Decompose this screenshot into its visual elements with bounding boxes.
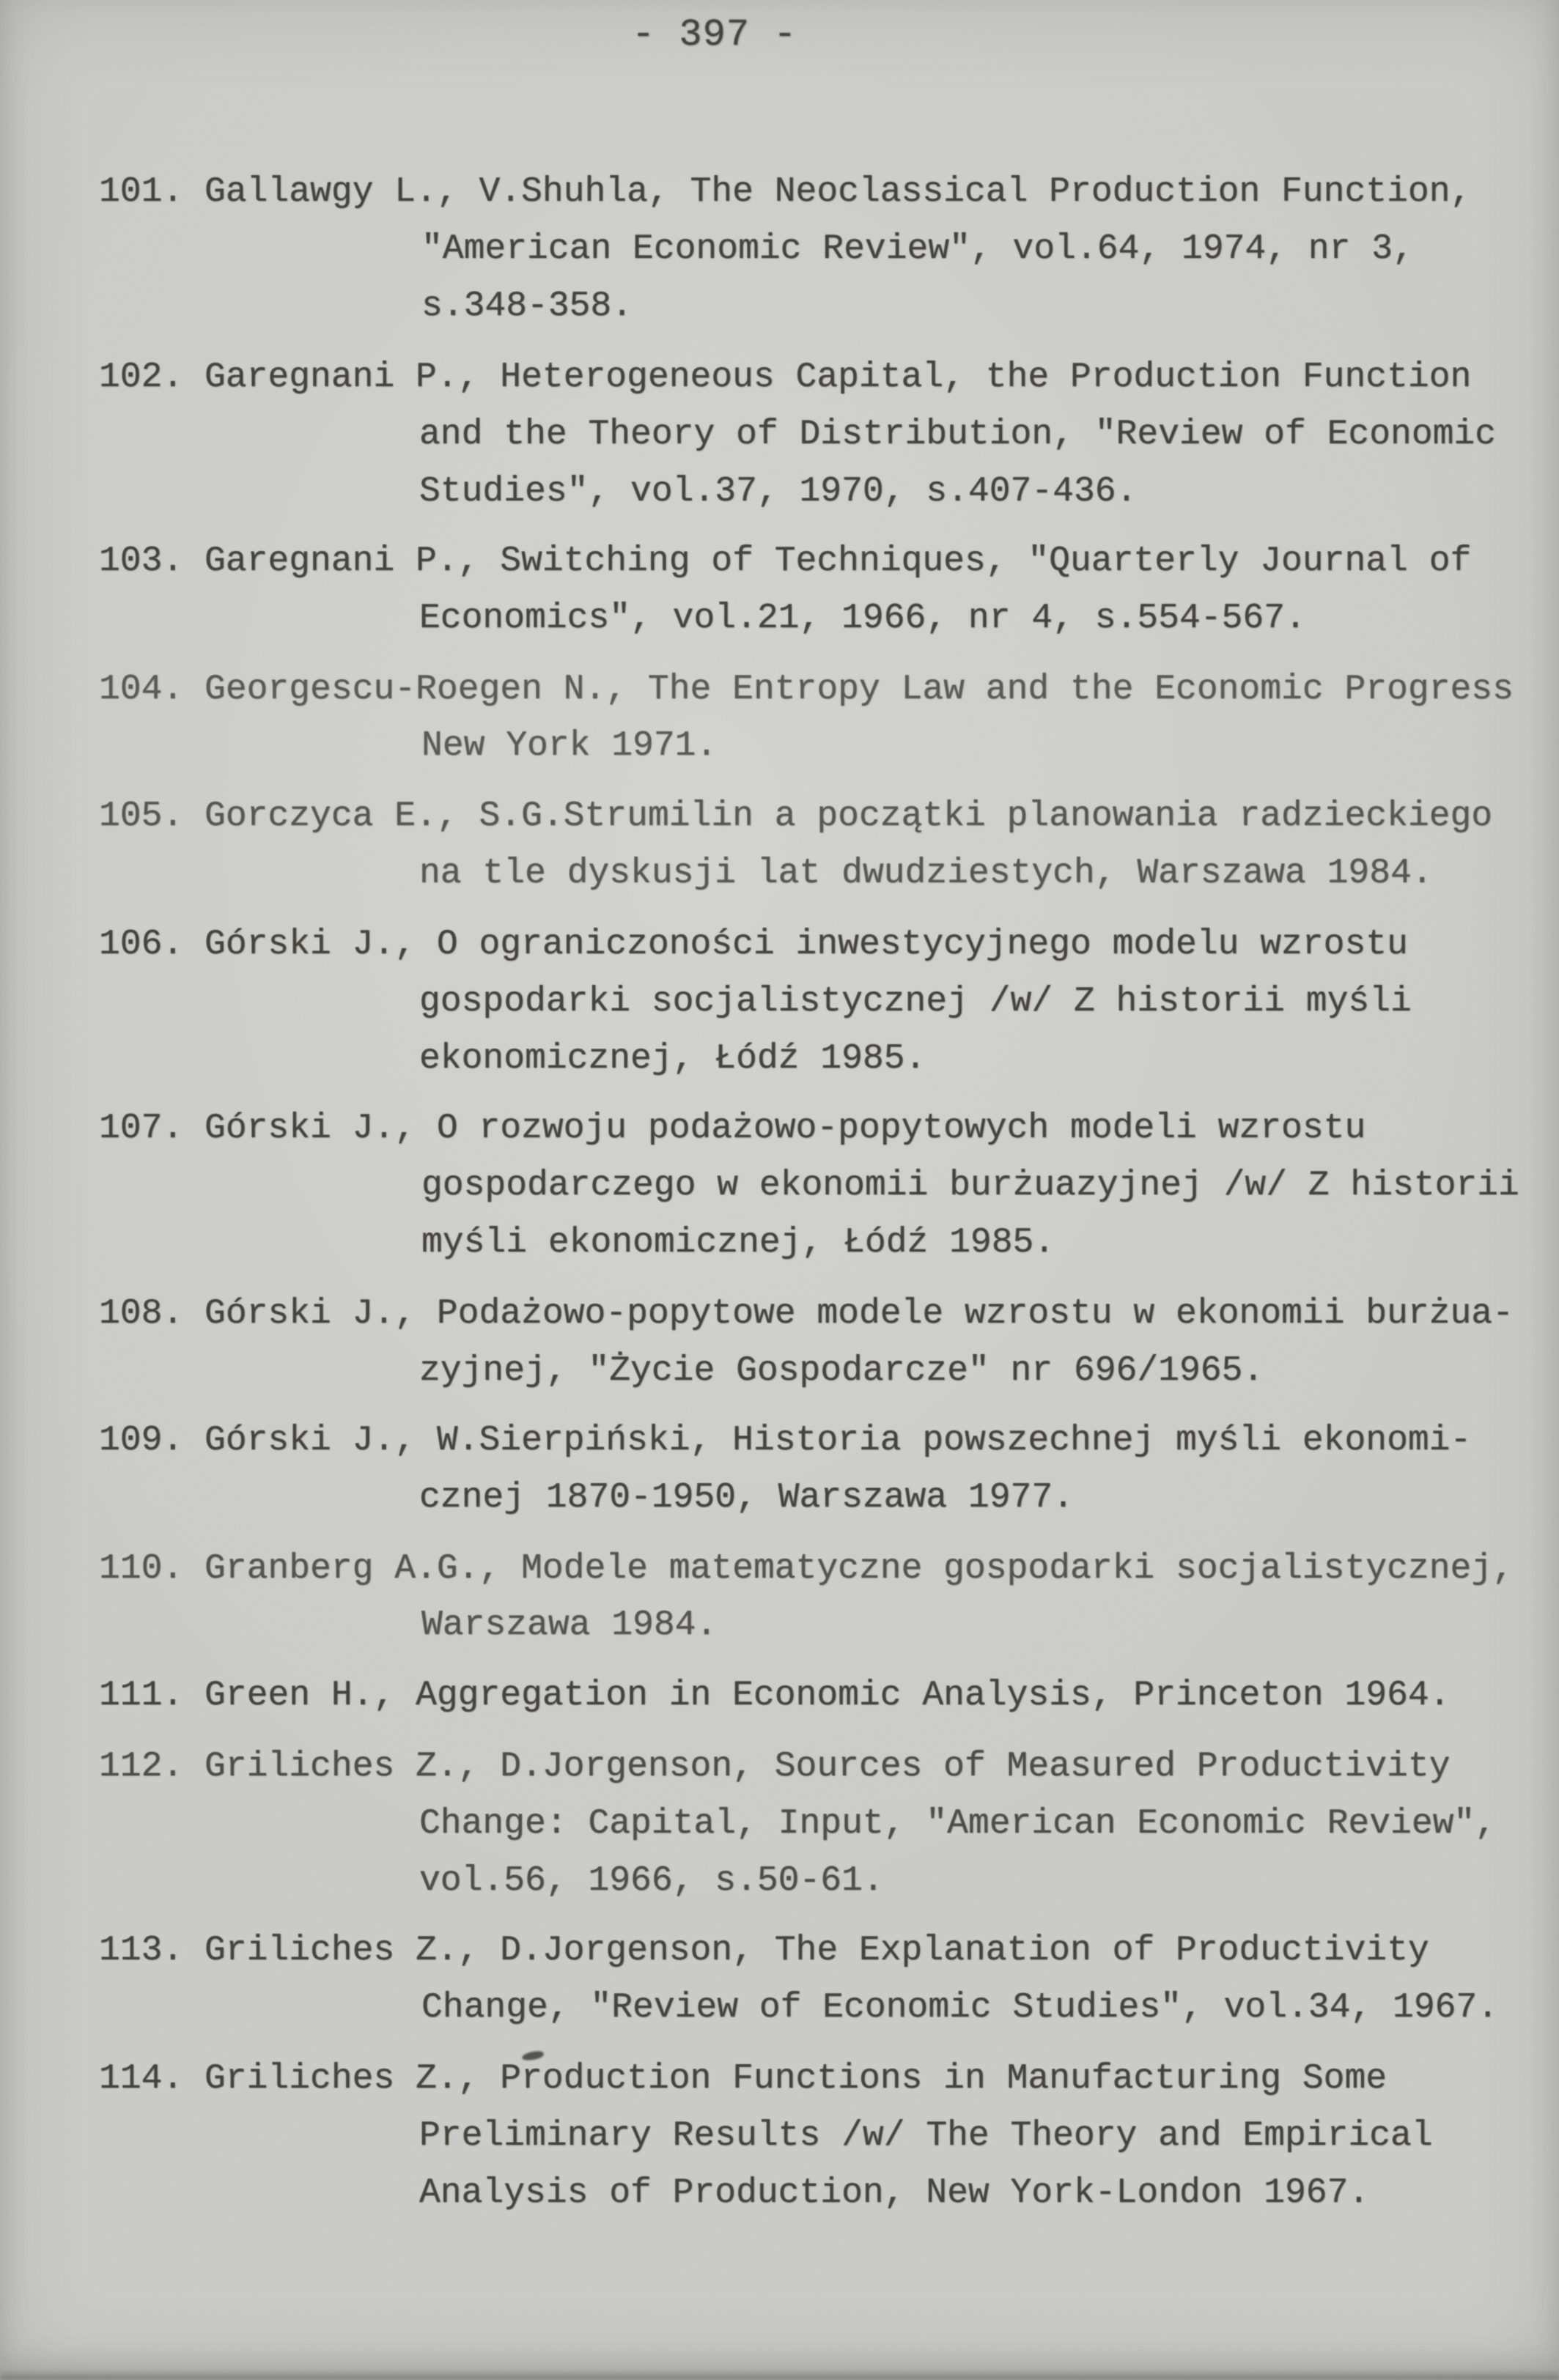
bibliography-entry — [99, 788, 1559, 902]
entry-number: 101. — [99, 172, 184, 212]
entry-line: New York 1971. — [421, 726, 718, 766]
entry-first-line-text: Gorczyca E., S.G.Strumilin a początki planowania radzieckiego — [204, 797, 1493, 836]
entry-number: 110. — [99, 1549, 184, 1589]
entry-line: ekonomicznej, Łódź 1985. — [419, 1039, 926, 1079]
entry-first-line-text: Griliches Z., D.Jorgenson, The Explanation of Productivity — [204, 1931, 1429, 1970]
entry-line: "American Economic Review", vol.64, 1974, nr 3, — [421, 229, 1414, 269]
entry-number: 107. — [99, 1109, 184, 1148]
entry-line: na tle dyskusji lat dwudziestych, Warszawa 1984. — [419, 854, 1433, 893]
entry-line — [99, 1667, 1559, 1724]
entry-first-line-text: Griliches Z., Production Functions in Manufacturing Some — [204, 2059, 1387, 2099]
entry-line — [99, 1738, 1559, 1795]
page-number: - 397 - — [632, 13, 797, 56]
entry-line — [99, 1412, 1559, 1469]
entry-first-line-text: Griliches Z., D.Jorgenson, Sources of Measured Productivity — [204, 1747, 1451, 1786]
entry-line — [99, 661, 1559, 718]
entry-number: 113. — [99, 1931, 184, 1970]
entry-first-line-text: Górski J., Podażowo-popytowe modele wzrostu w ekonomii burżua- — [204, 1294, 1514, 1334]
entry-line — [99, 1540, 1559, 1597]
entry-line: myśli ekonomicznej, Łódź 1985. — [421, 1223, 1055, 1263]
bibliography-entry — [99, 1285, 1559, 1399]
bibliography-entry — [99, 348, 1559, 520]
entry-number: 111. — [99, 1676, 184, 1715]
scan-bottom-edge-shadow — [0, 2370, 1559, 2380]
bibliography-entry — [99, 533, 1559, 647]
entry-first-line-text: Georgescu-Roegen N., The Entropy Law and the Economic Progress — [204, 670, 1514, 709]
entry-line: zyjnej, "Życie Gospodarcze" nr 696/1965. — [419, 1351, 1264, 1391]
entry-line — [99, 916, 1559, 973]
entry-first-line-text: Górski J., O rozwoju podażowo-popytowych modeli wzrostu — [204, 1109, 1366, 1148]
entry-first-line-text: Green H., Aggregation in Economic Analysis, Princeton 1964. — [204, 1676, 1451, 1715]
entry-number: 108. — [99, 1294, 184, 1334]
entry-first-line-text: Górski J., O ograniczoności inwestycyjnego modelu wzrostu — [204, 925, 1408, 964]
bibliography-entry — [99, 163, 1559, 335]
entry-line — [99, 788, 1559, 845]
bibliography-entry — [99, 1100, 1559, 1271]
entry-line — [99, 533, 1559, 590]
entry-line: Preliminary Results /w/ The Theory and Empirical — [419, 2116, 1433, 2156]
entry-first-line-text: Garegnani P., Switching of Techniques, "Quarterly Journal of — [204, 542, 1472, 581]
entry-line — [99, 349, 1559, 406]
bibliography-entry — [99, 1412, 1559, 1526]
bibliography-entry — [99, 1922, 1559, 2036]
entry-number: 103. — [99, 542, 184, 581]
bibliography-entry — [99, 1667, 1559, 1724]
entry-line — [99, 2050, 1559, 2107]
entry-line: Economics", vol.21, 1966, nr 4, s.554-567. — [419, 599, 1306, 638]
entry-line: vol.56, 1966, s.50-61. — [419, 1861, 884, 1901]
entry-line: gospodarczego w ekonomii burżuazyjnej /w/ Z historii — [421, 1166, 1519, 1205]
bibliography-entry — [99, 1540, 1559, 1654]
entry-first-line-text: Granberg A.G., Modele matematyczne gospodarki socjalistycznej, — [204, 1549, 1514, 1589]
entry-line — [99, 163, 1559, 221]
bibliography-entry — [99, 660, 1559, 775]
entry-line — [99, 1285, 1559, 1342]
entry-first-line-text: Górski J., W.Sierpiński, Historia powszechnej myśli ekonomi- — [204, 1421, 1472, 1460]
entry-number: 105. — [99, 797, 184, 836]
entry-number: 106. — [99, 925, 184, 964]
bibliography-entry — [99, 2050, 1559, 2221]
entry-number: 109. — [99, 1421, 184, 1460]
entry-line: Change: Capital, Input, "American Economic Review", — [419, 1804, 1497, 1844]
entry-line: and the Theory of Distribution, "Review of Economic — [419, 415, 1497, 454]
entry-first-line-text: Gallawgy L., V.Shuhla, The Neoclassical Production Function, — [204, 172, 1472, 212]
bibliography-entry — [99, 915, 1559, 1087]
entry-line: cznej 1870-1950, Warszawa 1977. — [419, 1478, 1074, 1518]
entry-number: 104. — [99, 670, 184, 709]
entry-line: gospodarki socjalistycznej /w/ Z historii myśli — [419, 982, 1412, 1021]
entry-number: 102. — [99, 358, 184, 397]
entry-line: Warszawa 1984. — [421, 1605, 718, 1645]
bibliography-entry — [99, 1737, 1559, 1909]
entry-line: Change, "Review of Economic Studies", vol.34, 1967. — [421, 1988, 1499, 2028]
entry-line: s.348-358. — [421, 287, 633, 326]
entry-line — [99, 1100, 1559, 1157]
entry-line: Analysis of Production, New York-London 1967. — [419, 2173, 1370, 2213]
entry-number: 112. — [99, 1747, 184, 1786]
entry-line — [99, 1922, 1559, 1979]
entry-first-line-text: Garegnani P., Heterogeneous Capital, the Production Function — [204, 358, 1472, 397]
entry-number: 114. — [99, 2059, 184, 2099]
entry-line: Studies", vol.37, 1970, s.407-436. — [419, 472, 1138, 511]
